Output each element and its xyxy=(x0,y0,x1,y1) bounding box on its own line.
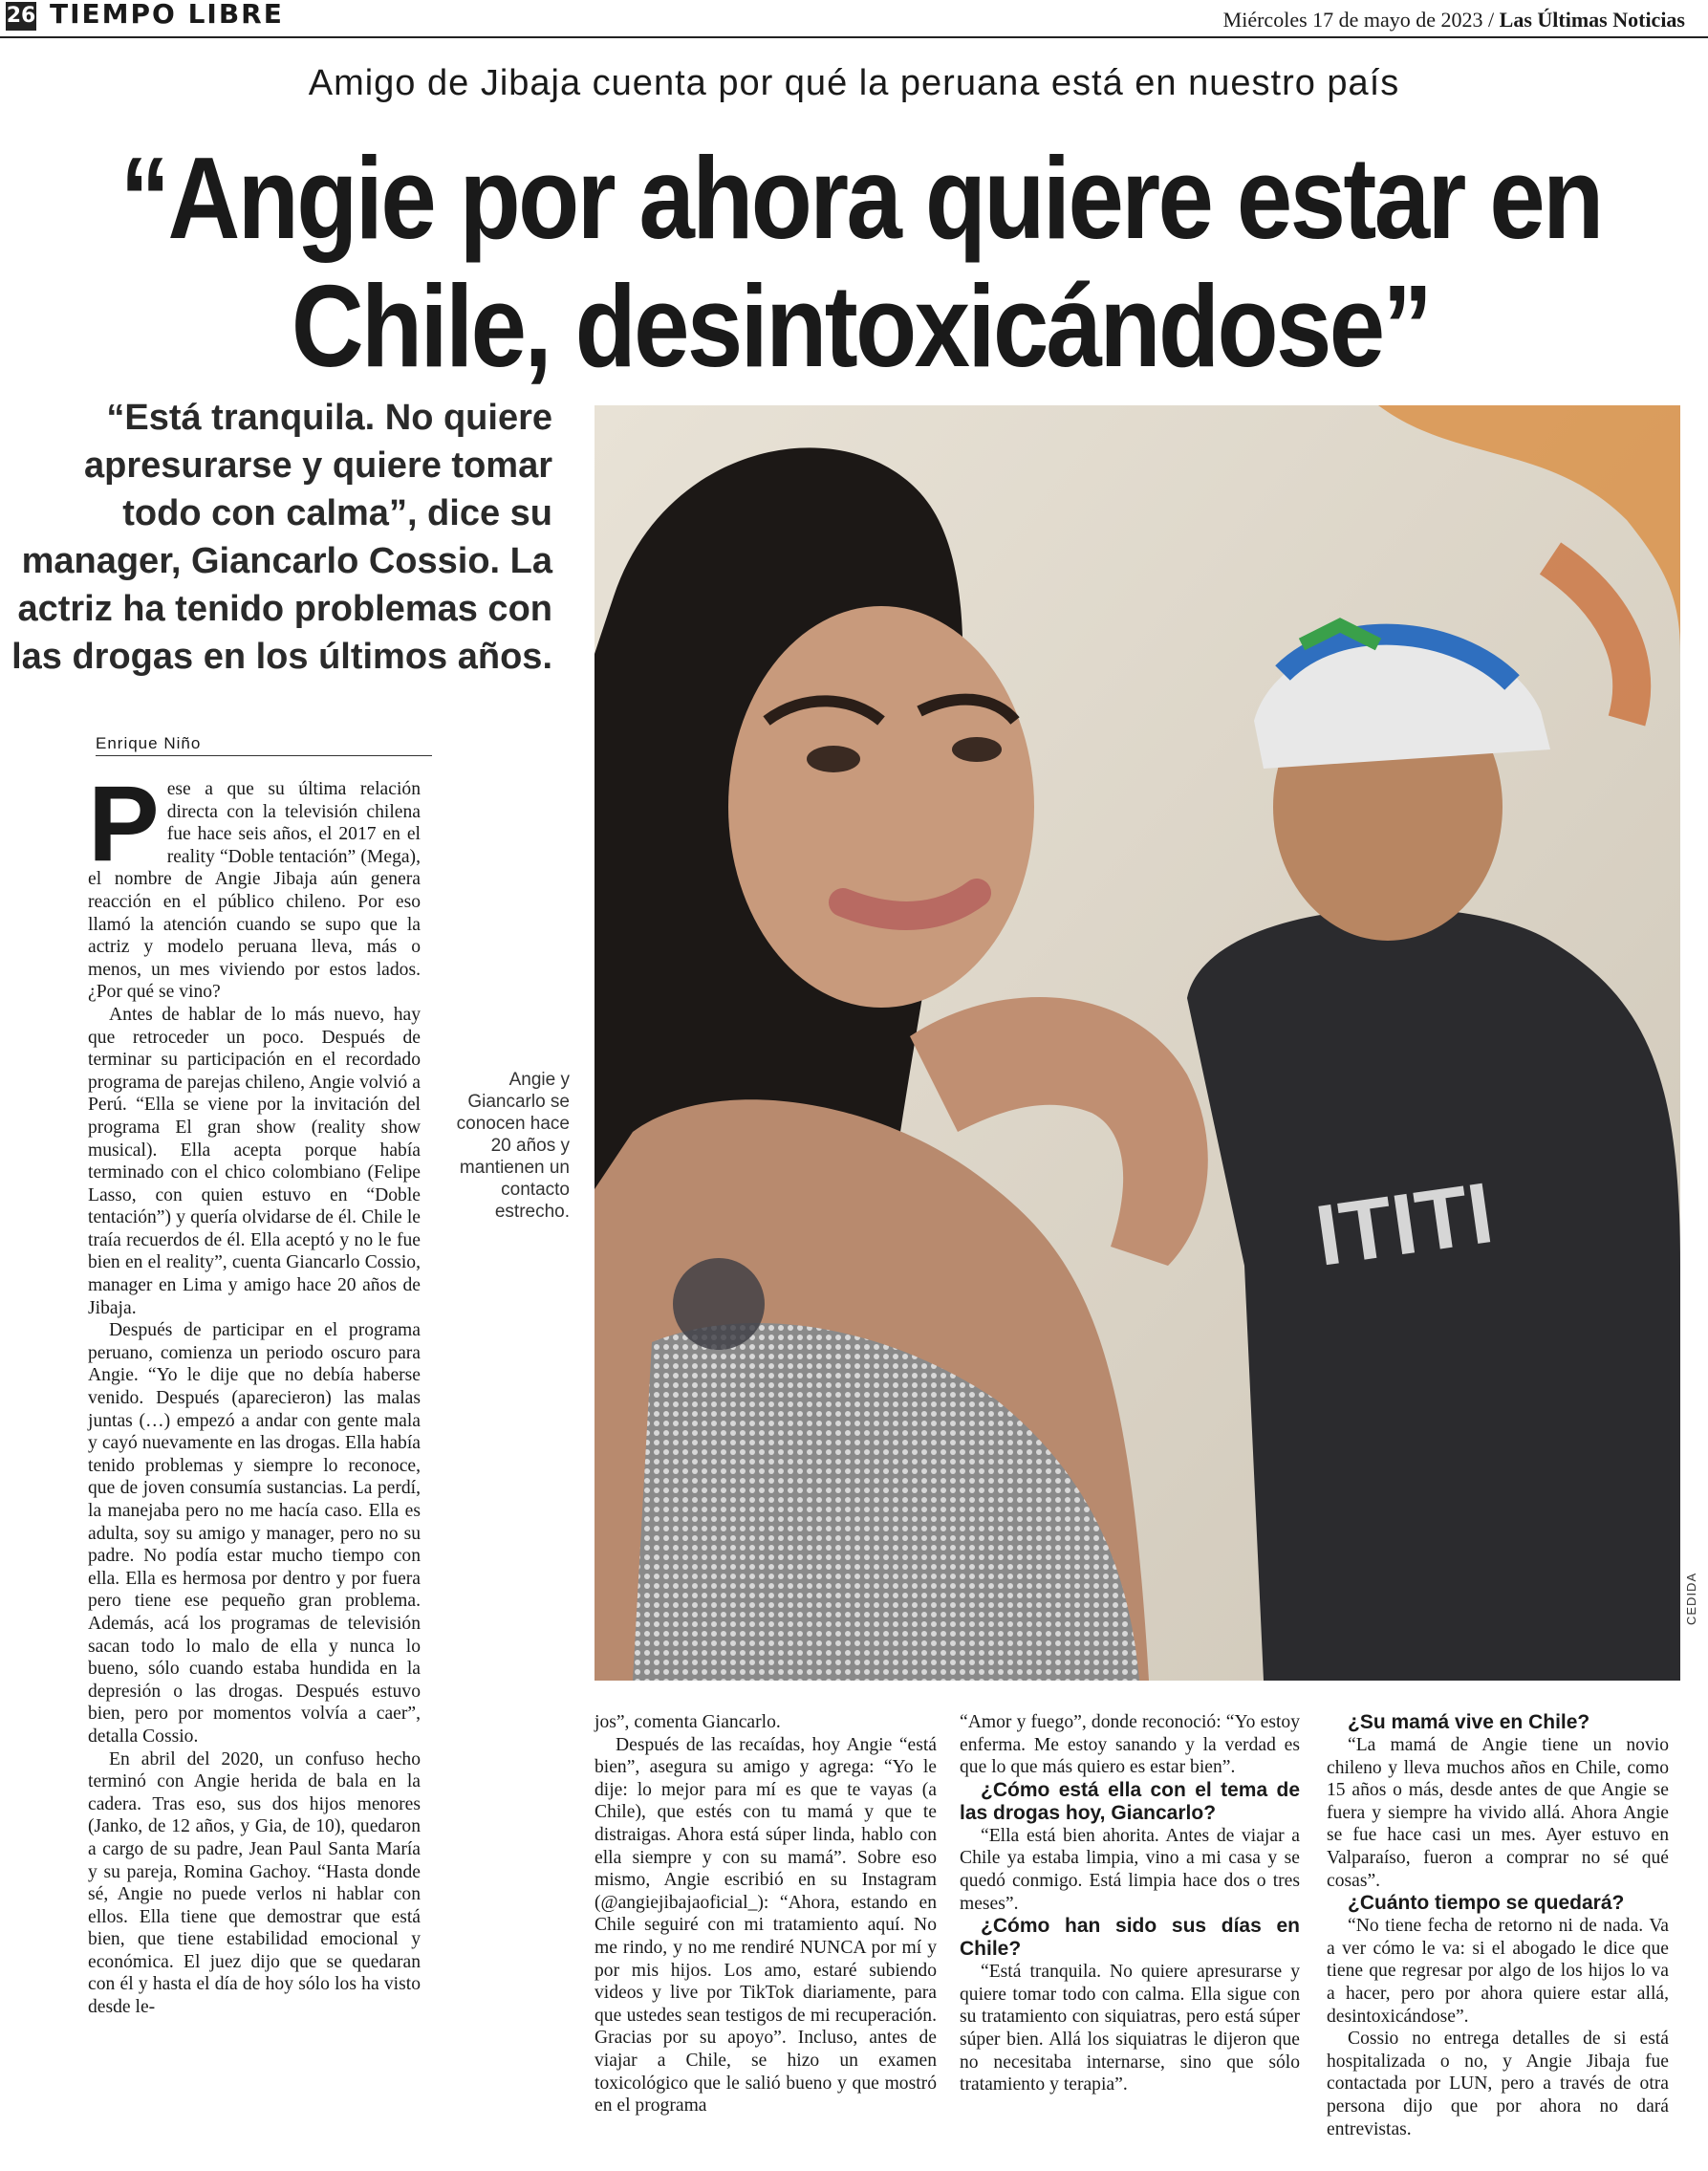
article-paragraph: Después de las recaídas, hoy Angie “está bien”, asegura su amigo y agrega: “Yo le dije: lo mejor para mí es que te vayas (a Chile), que estés con tu mamá y que te distraigas. Ahora está súper linda, hablo con ella siempre y con su mamá”. Sobre eso mismo, Angie escribió en su Instagram (@angiejibajaoficial_): “Ahora, estando en Chile seguiré con mi tratamiento aquí. No me rindo, y no me rendiré NUNCA por mí y por mis hijos. Los amo, estaré subiendo videos y live por TikTok diariamente, para que ustedes sean testigos de mi recuperación. Gracias por su apoyo”. Incluso, antes de viajar a Chile, se hizo un examen toxicológico que le salió bueno y que mostró en el programa xyxy=(595,1734,937,2117)
article-paragraph: “No tiene fecha de retorno ni de nada. Va a ver cómo le va: si el abogado le dice que tiene que regresar por algo de los hijos lo va a hacer, pero por ahora quiere estar allá, desintoxicándose”. xyxy=(1327,1916,1669,2027)
article-column-3 xyxy=(960,1711,1300,2096)
dateline xyxy=(1223,8,1685,33)
article-paragraph: Después de participar en el programa peruano, comienza un periodo oscuro para Angie. “Yo le dije que no debía haberse venido. Después (aparecieron) las malas juntas (…) empezó a andar con gente mala y cayó nuevamente en las drogas. Ella había tenido problemas y siempre lo reconoce, que de joven consumía sustancias. La perdí, la manejaba pero no me hacía caso. Ella es adulta, soy su amigo y manager, pero no su padre. No podía estar mucho tiempo con ella. Ella es hermosa por dentro y por fuera pero tiene ese pequeño gran problema. Además, acá los programas de televisión sacan todo lo malo de ella y nunca lo bueno, sólo cuando estaba hundida en la depresión o las drogas. Después estuvo bien, pero por momentos volvía a caer”, detalla Cossio. xyxy=(88,1320,421,1747)
interview-question: ¿Cómo está ella con el tema de las drogas hoy, Giancarlo? xyxy=(960,1778,1300,1824)
article-column-1 xyxy=(88,764,421,2019)
interview-question: ¿Cómo han sido sus días en Chile? xyxy=(960,1915,1300,1961)
page-header xyxy=(0,0,1708,38)
article-paragraph: “La mamá de Angie tiene un novio chileno y lleva muchos años en Chile, como 15 años o más, desde antes de que Angie se fuera y siempre ha vivido allá. Ahora Angie se fue hace casi un mes. Ayer estuvo en Valparaíso, fueron a comprar no sé qué cosas”. xyxy=(1327,1735,1669,1891)
kicker: Amigo de Jibaja cuenta por qué la peruana está en nuestro país xyxy=(308,63,1400,103)
article-paragraph: Antes de hablar de lo más nuevo, hay que retroceder un poco. Después de terminar su participación en el recordado programa de parejas chileno, Angie volvió a Perú. “Ella se viene por la invitación del programa El gran show (reality show musical). Ella acepta porque había terminado con el chico colombiano (Felipe Lasso, con quien estuvo en “Doble tentación”) y quería olvidarse de él. Chile le traía recuerdos de él. Ella aceptó y no le fue bien en el reality”, cuenta Giancarlo Cossio, manager en Lima y amigo hace 20 años de Jibaja. xyxy=(88,1004,421,1318)
date: Miércoles 17 de mayo de 2023 / xyxy=(1222,8,1495,32)
article-paragraph: “Está tranquila. No quiere apresurarse y quiere tomar todo con calma. Ella sigue con su tratamiento con siquiatras, pero está súper súper bien. Allá los siquiatras le dijeron que no necesitaba internarse, sino que sólo tratamiento y terapia”. xyxy=(960,1962,1300,2095)
headline: “Angie por ahora quiere estar en Chile, desintoxicándose” xyxy=(119,133,1602,391)
drop-cap: P xyxy=(88,764,160,883)
article-paragraph: Pese a que su última relación directa con la televisión chilena fue hace seis años, el 2017 en el reality “Doble tentación” (Mega), el nombre de Angie Jibaja aún genera reacción en el público chileno. Por eso llamó la atención cuando se supo que la actriz y modelo peruana lleva, más o menos, un mes viviendo por estos lados. ¿Por qué se vino? xyxy=(88,764,421,1003)
article-paragraph: Cossio no entrega detalles de si está hospitalizada o no, y Angie Jibaja fue contactada por LUN, pero a través de otra persona dijo que por ahora no dará entrevistas. xyxy=(1327,2029,1669,2139)
article-paragraph: jos”, comenta Giancarlo. xyxy=(595,1712,781,1732)
page-number: 26 xyxy=(6,2,36,31)
article-paragraph: “Amor y fuego”, donde reconoció: “Yo estoy enferma. Me estoy sanando y la verdad es que lo que más quiero es estar bien”. xyxy=(960,1712,1300,1778)
article-photo xyxy=(595,405,1680,1681)
byline xyxy=(96,734,432,756)
article-column-4 xyxy=(1327,1711,1669,2140)
svg-text:ITITI: ITITI xyxy=(1309,1165,1499,1285)
interview-question: ¿Su mamá vive en Chile? xyxy=(1348,1711,1590,1733)
photo-credit: CEDIDA xyxy=(1684,1572,1698,1625)
photo-caption: Angie y Giancarlo se conocen hace 20 años y mantienen un contacto estrecho. xyxy=(456,1070,570,1222)
article-paragraph: En abril del 2020, un confuso hecho terminó con Angie herida de bala en la cadera. Tras eso, sus dos hijos menores (Janko, de 12 años, y Gia, de 10), quedaron a cargo de su padre, Jean Paul Santa María y su pareja, Romina Gachoy. “Hasta donde sé, Angie no puede verlos ni hablar con ellos. Ella tiene que demostrar que está bien, que tiene estabilidad emocional y económica. El juez dijo que se quedaran con él y hasta el día de hoy sólo los ha visto desde le- xyxy=(88,1748,421,2018)
newspaper-name: Las Últimas Noticias xyxy=(1499,8,1685,32)
section-title: TIEMPO LIBRE xyxy=(50,0,284,30)
author-name: Enrique Niño xyxy=(96,734,202,752)
article-column-2 xyxy=(595,1711,937,2117)
article-paragraph: “Ella está bien ahorita. Antes de viajar a Chile ya estaba limpia, vino a mi casa y se quedó conmigo. Está limpia hace dos o tres meses”. xyxy=(960,1825,1300,1914)
deck: “Está tranquila. No quiere apresurarse y quiere tomar todo con calma”, dice su manager, Giancarlo Cossio. La actriz ha tenido problemas con las drogas en los últimos años. xyxy=(11,398,552,677)
photo-illustration xyxy=(595,405,1680,1681)
interview-question: ¿Cuánto tiempo se quedará? xyxy=(1348,1892,1625,1915)
